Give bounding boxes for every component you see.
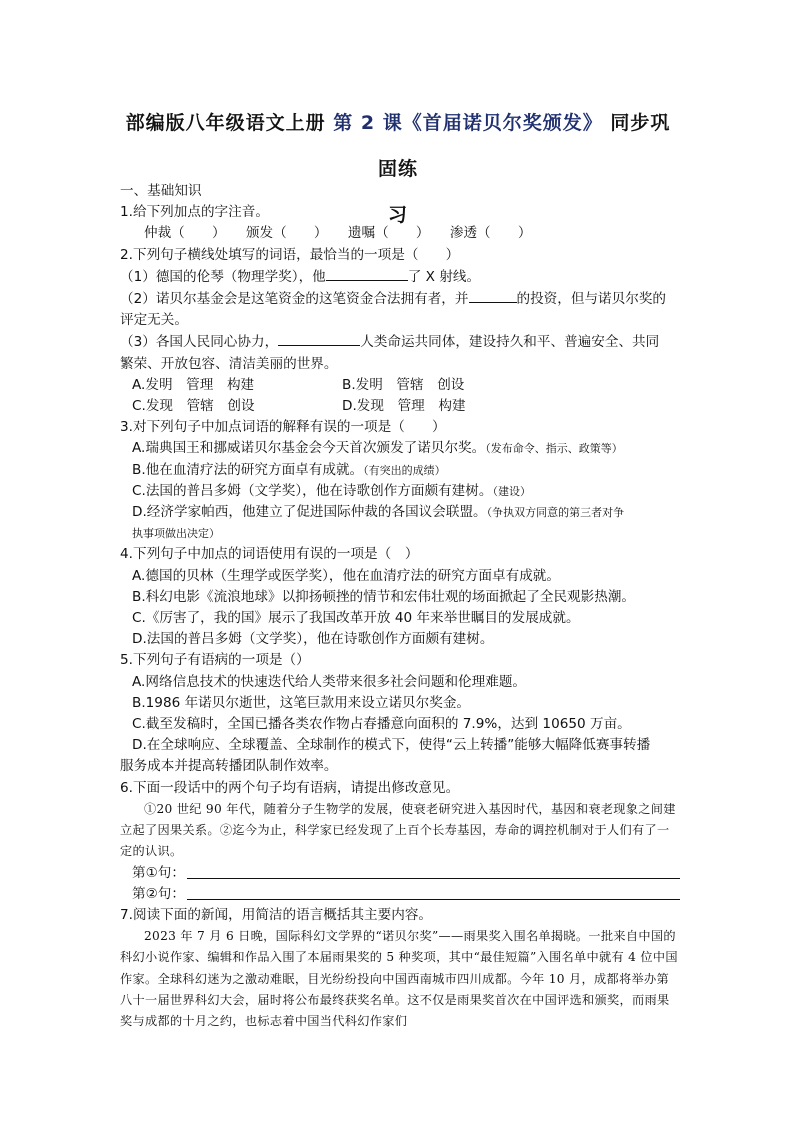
explanation-note: （争执双方同意的第三者对争	[486, 506, 625, 520]
sentence: B.他在血清疗法的研究方面卓有成就。	[132, 461, 364, 478]
explanation-note: （建设）	[492, 484, 531, 498]
news-passage: 2023 年 7 月 6 日晚，国际科幻文学界的“诺贝尔奖”——雨果奖入围名单揭晓。一批来自中国的科幻小说作家、编辑和作品入围了本届雨果奖的 5 种奖项，其中“最佳短篇”入围名单中就有 4 位中国作家。全球科幻迷为之激动难眠，目光纷纷投向中国西南城市四川成都。今年 10 月，成都将举办第八十一届世界科幻大会，届时将公布最终获奖名单。这不仅是雨果奖首次在中国评选和颁奖，而雨果奖与成都的十月之约，也标志着中国当代科幻作家们	[120, 929, 678, 1028]
question-line	[120, 288, 680, 310]
fill-blank[interactable]	[469, 288, 517, 303]
worksheet-body	[120, 181, 680, 1032]
sentence-part: 人类命运共同体，建设持久和平、普遍安全、共同	[360, 334, 660, 351]
question-line	[120, 266, 680, 288]
question-line: A.网络信息技术的快速迭代给人类带来很多社会问题和伦理难题。	[132, 673, 527, 690]
title-lesson: 第 2 课《首届诺贝尔奖颁发》	[333, 112, 603, 134]
title-line2: 习	[387, 204, 408, 226]
question-line: B.1986 年诺贝尔逝世，这笔巨款用来设立诺贝尔奖金。	[132, 694, 471, 711]
question-line: B.科幻电影《流浪地球》以抑扬顿挫的情节和宏伟壮观的场面掀起了全民观影热潮。	[132, 588, 636, 605]
question-line: 5.下列句子有语病的一项是（）	[120, 652, 310, 669]
question-line: 一、基础知识	[120, 183, 202, 199]
sentence-part: （3）各国人民同心协力，	[120, 334, 279, 351]
q7-prompt: 7.阅读下面的新闻，用简洁的语言概括其主要内容。	[120, 906, 433, 923]
question-line: D.在全球响应、全球覆盖、全球制作的模式下，使得“云上转播”能够大幅降低赛事转播	[132, 737, 651, 754]
question-line: 服务成本并提高转播团队制作效率。	[120, 758, 338, 775]
sentence-part: （2）诺贝尔基金会是这笔资金的这笔资金合法拥有者，并	[120, 291, 469, 308]
title-part1: 部编版八年级语文上册	[125, 112, 334, 134]
question-line: 6.下面一段话中的两个句子均有语病，请提出修改意见。	[120, 779, 460, 796]
question-line: A.德国的贝林（生理学或医学奖），他在血清疗法的研究方面卓有成就。	[132, 567, 560, 584]
question-line: 繁荣、开放包容、清洁美丽的世界。	[120, 355, 338, 372]
option-left: C.发现 管辖 创设	[132, 398, 255, 415]
question-line	[120, 460, 680, 481]
question-line	[120, 481, 680, 502]
question-line: 3.对下列句子中加点词语的解释有误的一项是（ ）	[120, 419, 446, 436]
question-line: C.截至发稿时，全国已播各类农作物占春播意向面积的 7.9%，达到 10650 万亩。	[132, 716, 631, 733]
question-line: 1.给下列加点的字注音。	[120, 204, 269, 221]
question-line: 仲裁（ ） 颁发（ ） 遗嘱（ ） 渗透（ ）	[144, 225, 532, 242]
question-line	[120, 502, 680, 523]
sentence-part: （1）德国的伦琴（物理学奖），他	[120, 268, 326, 285]
option-right: B.发明 管辖 创设	[342, 376, 465, 393]
fill-blank[interactable]	[326, 266, 408, 281]
explanation-note: 执事项做出决定）	[132, 527, 220, 541]
option-right: D.发现 管理 构建	[342, 398, 466, 415]
question-line	[120, 438, 680, 459]
question-line: C.《厉害了，我的国》展示了我国改革开放 40 年来举世瞩目的发展成就。	[132, 610, 580, 627]
sentence-part: 的投资，但与诺贝尔奖的	[516, 291, 667, 308]
question-line	[120, 396, 680, 417]
explanation-note: （发布命令、指示、政策等）	[485, 442, 623, 456]
question-line	[120, 523, 680, 544]
question-line: D.法国的普吕多姆（文学奖），他在诗歌创作方面颇有建树。	[132, 631, 494, 648]
answer-line-1[interactable]: 第①句：	[120, 863, 680, 884]
question-line: 2.下列句子横线处填写的词语，最恰当的一项是（ ）	[120, 246, 460, 263]
title-part3: 同步巩固练	[377, 112, 671, 180]
sentence: D.经济学家帕西，他建立了促进国际仲裁的各国议会联盟。	[132, 504, 487, 521]
question-line	[120, 331, 680, 353]
explanation-note: （有突出的成绩）	[363, 463, 446, 477]
option-left: A.发明 管理 构建	[132, 376, 255, 393]
fill-blank[interactable]	[278, 331, 360, 346]
q6-passage: ①20 世纪 90 年代，随着分子生物学的发展，使衰老研究进入基因时代，基因和衰老现象之间建立起了因果关系。②迄今为止，科学家已经发现了上百个长寿基因，寿命的调控机制对于人们有了一定的认识。	[120, 801, 676, 859]
sentence: C.法国的普吕多姆（文学奖），他在诗歌创作方面颇有建树。	[132, 482, 493, 499]
question-line: 评定无关。	[120, 312, 188, 329]
sentence: A.瑞典国王和挪威诺贝尔基金会今天首次颁发了诺贝尔奖。	[132, 440, 486, 457]
sentence-part: 了 X 射线。	[407, 268, 481, 285]
question-line: 4.下列句子中加点的词语使用有误的一项是（ ）	[120, 546, 419, 563]
answer-line-2[interactable]: 第②句：	[120, 884, 680, 905]
question-line	[120, 375, 680, 396]
question-lines	[120, 181, 680, 799]
